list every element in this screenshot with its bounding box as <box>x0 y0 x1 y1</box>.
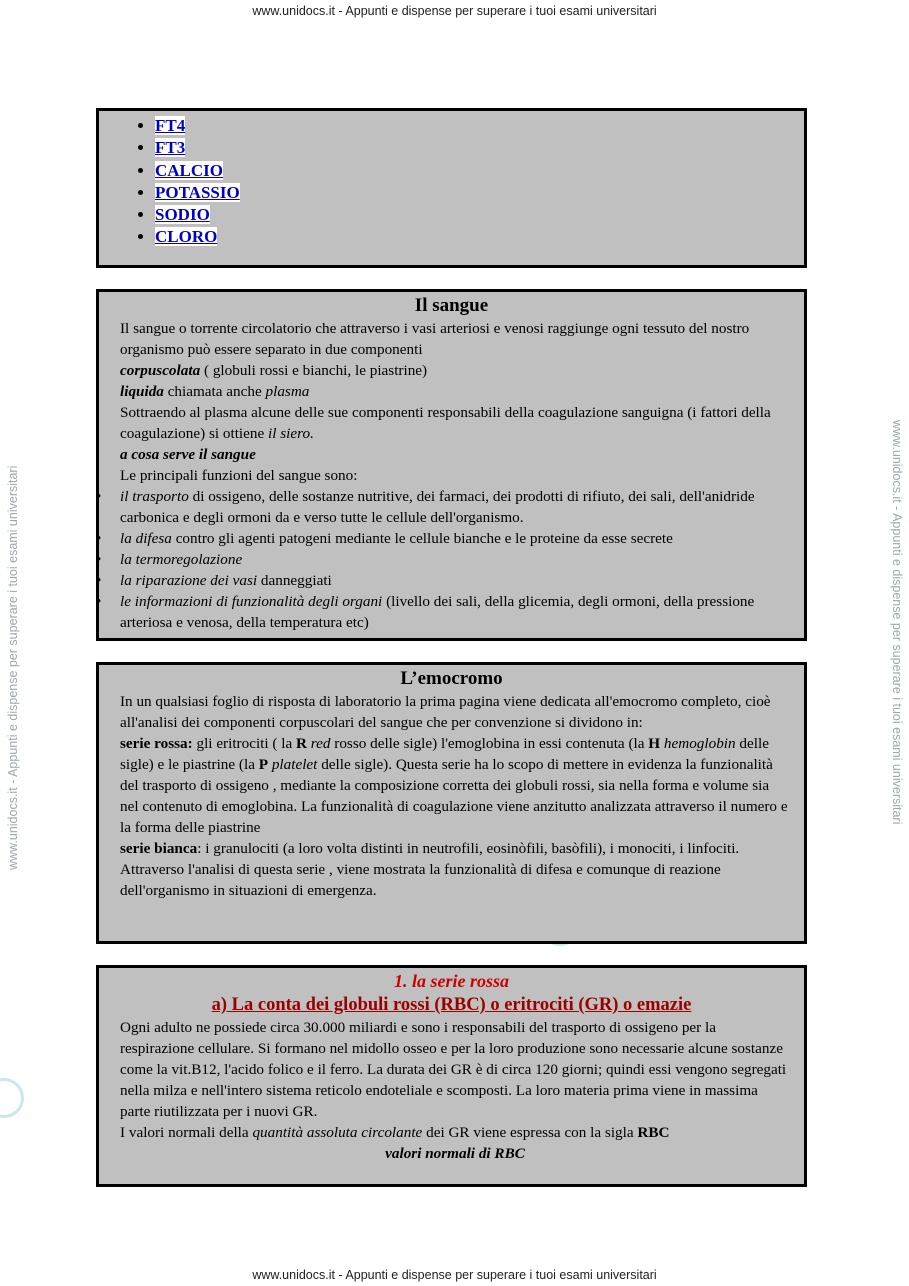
emocromo-box <box>96 662 807 944</box>
paragraph: I valori normali della quantità assoluta circolante dei GR viene espressa con la sigla RBC <box>120 1124 670 1141</box>
list-item: • la termoregolazione <box>120 549 790 570</box>
paragraph: Le principali funzioni del sangue sono: <box>120 467 358 484</box>
watermark-top: www.unidocs.it - Appunti e dispense per superare i tuoi esami universitari <box>252 4 657 18</box>
list-item <box>155 182 804 204</box>
list-item <box>155 115 804 137</box>
link-cloro[interactable]: CLORO <box>155 227 218 247</box>
links-list <box>99 111 804 249</box>
subheading: valori normali di RBC <box>385 1145 525 1162</box>
links-box <box>96 108 807 268</box>
paragraph: corpuscolata ( globuli rossi e bianchi, le piastrine) <box>120 362 428 379</box>
list-item: • le informazioni di funzionalità degli organi (livello dei sali, della glicemia, degli ormoni, della pressione arteriosa e venosa, della temperatura etc) <box>120 591 790 633</box>
paragraph: Il sangue o torrente circolatorio che attraverso i vasi arteriosi e venosi raggiunge ogni tessuto del nostro organismo può essere separato in due componenti <box>120 320 750 358</box>
section-title: 1. la serie rossa <box>393 971 509 991</box>
list-item <box>155 137 804 159</box>
subheading: a cosa serve il sangue <box>120 446 256 463</box>
watermark-bottom: www.unidocs.it - Appunti e dispense per superare i tuoi esami universitari <box>252 1268 657 1282</box>
paragraph: serie rossa: gli eritrociti ( la R red rosso delle sigle) l'emoglobina in essi contenuta (la H hemoglobin delle sigle) e le piastrine (la P platelet delle sigle). Questa serie ha lo scopo di mettere in evidenza la funzionalità del trasporto di ossigeno , mediante la composizione corretta dei globuli rossi, sia nella forma e volume sia nel contenuto di emoglobina. La funzionalità di coagulazione viene anzitutto analizzata attraverso il numero e la forma delle piastrine <box>120 735 788 836</box>
section-subtitle: a) La conta dei globuli rossi (RBC) o eritrociti (GR) o emazie <box>211 995 692 1015</box>
paragraph: In un qualsiasi foglio di risposta di laboratorio la prima pagina viene dedicata all'emocromo completo, cioè all'analisi dei componenti corpuscolari del sangue che per convenzione si dividono in: <box>120 693 771 731</box>
list-item <box>155 160 804 182</box>
link-sodio[interactable]: SODIO <box>155 205 210 225</box>
link-ft4[interactable]: FT4 <box>155 116 186 135</box>
watermark-right: www.unidocs.it - Appunti e dispense per superare i tuoi esami universitari <box>890 420 904 825</box>
paragraph: Sottraendo al plasma alcune delle sue componenti responsabili della coagulazione sanguigna (i fattori della coagulazione) si ottiene il siero. <box>120 404 771 442</box>
paragraph: liquida chiamata anche plasma <box>120 383 310 400</box>
sangue-box <box>96 289 807 641</box>
paragraph: Ogni adulto ne possiede circa 30.000 miliardi e sono i responsabili del trasporto di ossigeno per la respirazione cellulare. Si formano nel midollo osseo e per la loro produzione sono necessarie alcune sostanze come la vit.B12, l'acido folico e il ferro. La durata dei GR è di circa 120 giorni; quindi essi vengono segregati nella milza e nell'intero sistema reticolo endoteliale e scomposti. La loro materia prima viene in massima parte riutilizzata per i nuovi GR. <box>120 1019 787 1120</box>
link-potassio[interactable]: POTASSIO <box>155 182 240 202</box>
list-item: • la difesa contro gli agenti patogeni mediante le cellule bianche e le proteine da esse secrete <box>120 528 790 549</box>
paragraph: serie bianca: i granulociti (a loro volta distinti in neutrofili, eosinòfili, basòfili), i monociti, i linfociti. Attraverso l'analisi di questa serie , viene mostrata la funzionalità di difesa e comunque di reazione dell'organismo in situazioni di emergenza. <box>120 840 740 899</box>
section-title: L’emocromo <box>400 668 503 689</box>
list-item <box>155 226 804 248</box>
watermark-left: www.unidocs.it - Appunti e dispense per superare i tuoi esami universitari <box>6 465 20 870</box>
list-item: • il trasporto di ossigeno, delle sostanze nutritive, dei farmaci, dei prodotti di rifiuto, dei sali, dell'anidride carbonica e degli ormoni da e verso tutte le cellule dell'organismo. <box>120 486 790 528</box>
watermark-logo-icon <box>0 1078 24 1118</box>
section-title: Il sangue <box>414 295 489 316</box>
list-item: • la riparazione dei vasi danneggiati <box>120 570 790 591</box>
link-ft3[interactable]: FT3 <box>155 138 186 158</box>
serie-rossa-box <box>96 965 807 1187</box>
list-item <box>155 204 804 226</box>
link-calcio[interactable]: CALCIO <box>155 160 224 180</box>
